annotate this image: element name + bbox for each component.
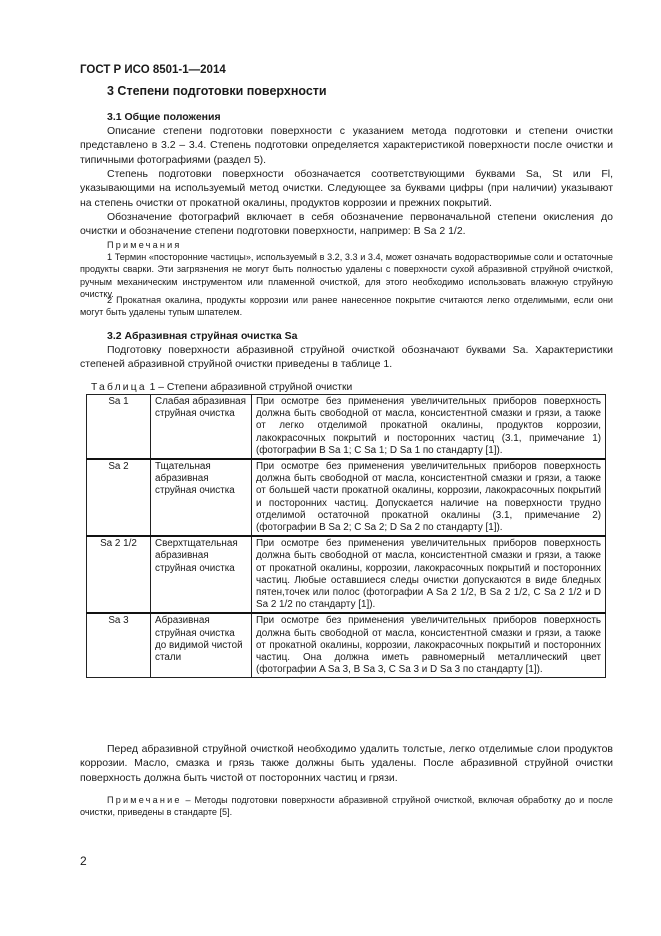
- grade-cell: Sa 2: [87, 459, 151, 536]
- grade-description-cell: При осмотре без применения увеличительных приборов поверхность должна быть свободной от масла, консистентной смазки и грязи, а также от прокатной окалины, коррозии, лакокрасочных покрытий и посторонних частиц. Любые оставшиеся следы очистки допускаются в виде бледных пятен,точек или полос (фотографии A Sa 2 1/2, B Sa 2 1/2, C Sa 2 1/2 и D Sa 2 1/2 по стандарту [1]).: [252, 536, 606, 613]
- grade-name-cell: Сверхтщательная абразивная струйная очистка: [151, 536, 252, 613]
- grade-name-cell: Слабая абразивная струйная очистка: [151, 395, 252, 460]
- section-title: 3 Степени подготовки поверхности: [107, 84, 327, 98]
- final-note-text: – Методы подготовки поверхности абразивной струйной очисткой, включая обработку до и после очистки, приведены в стандарте [5].: [80, 795, 613, 818]
- notes-label: Примечания: [107, 240, 182, 250]
- final-note: [80, 794, 613, 819]
- grade-cell: Sa 2 1/2: [87, 536, 151, 613]
- subsection-3-1-title: 3.1 Общие положения: [107, 111, 221, 123]
- cleaning-grades-table: [86, 394, 606, 678]
- grade-cell: Sa 3: [87, 613, 151, 678]
- grade-description-cell: При осмотре без применения увеличительных приборов поверхность должна быть свободной от масла, консистентной смазки и грязи, а также от легко отделимой прокатной окалины, продуктов коррозии, лакокрасочных покрытий и посторонних частиц (3.1, примечание 1) (фотографии В Sa 1; С Sa 1; D Sa 1 по стандарту [1]).: [252, 395, 606, 460]
- table-caption: [91, 382, 352, 393]
- paragraph-3-1-3: Обозначение фотографий включает в себя обозначение первоначальной степени окисления до очистки и обозначение степени подготовки поверхности, например: В Sa 2 1/2.: [80, 211, 613, 238]
- grade-description-cell: При осмотре без применения увеличительных приборов поверхность должна быть свободной от масла, консистентной смазки и грязи, а также от большей части прокатной окалины, коррозии, лакокрасочных покрытий и посторонних частиц. Допускается наличие на поверхности трудно отделимой остаточной прокатной окалины (3.1, примечание 2) (фотографии В Sa 2; С Sa 2; D Sa 2 по стандарту [1]).: [252, 459, 606, 536]
- paragraph-3-2-1: Подготовку поверхности абразивной струйной очисткой обозначают буквами Sa. Характеристики степеней абразивной струйной очистки приведены в таблице 1.: [80, 344, 613, 371]
- grade-name-cell: Тщательная абразивная струйная очистка: [151, 459, 252, 536]
- note-2: 2 Прокатная окалина, продукты коррозии или ранее нанесенное покрытие считаются легко отделимыми, если они могут быть удалены тупым шпателем.: [80, 295, 613, 318]
- subsection-3-2-title: 3.2 Абразивная струйная очистка Sa: [107, 330, 298, 342]
- table-row: [87, 395, 606, 460]
- final-note-label: Примечание: [107, 795, 182, 805]
- paragraph-3-1-1: Описание степени подготовки поверхности с указанием метода подготовки и степени очистки представлено в 3.2 – 3.4. Степень подготовки определяется характеристикой поверхности после очистки и типичными фотографиями (раздел 5).: [80, 125, 613, 166]
- paragraph-after-table: Перед абразивной струйной очисткой необходимо удалить толстые, легко отделимые слои продуктов коррозии. Масло, смазка и грязь также должны быть удалены. После абразивной струйной очистки поверхность должна быть чистой от посторонних частиц и грязи.: [80, 743, 613, 784]
- table-caption-text: 1 – Степени абразивной струйной очистки: [149, 382, 353, 393]
- page-number: 2: [80, 854, 87, 868]
- grade-description-cell: При осмотре без применения увеличительных приборов поверхность должна быть свободной от масла, консистентной смазки и грязи, а также от прокатной окалины, коррозии, лакокрасочных покрытий и посторонних частиц. Она должна иметь равномерный металлический цвет (фотографии A Sa 3, B Sa 3, C Sa 3 и D Sa 3 по стандарту [1]).: [252, 613, 606, 678]
- table-row: [87, 613, 606, 678]
- table-row: [87, 459, 606, 536]
- document-header: ГОСТ Р ИСО 8501-1—2014: [80, 64, 226, 76]
- table-caption-word: Таблица: [91, 382, 147, 393]
- grade-cell: Sa 1: [87, 395, 151, 460]
- note-1: 1 Термин «посторонние частицы», используемый в 3.2, 3.3 и 3.4, может означать водорастворимые соли и остаточные продукты сварки. Эти загрязнения не могут быть полностью удалены с поверхности сухой абразивной струйной очисткой, ручным механическим инструментом или пламенной очисткой, для этого необходимо использовать влажную струйную очистку.: [80, 252, 613, 300]
- paragraph-3-1-2: Степень подготовки поверхности обозначается соответствующими буквами Sa, St или Fl, указывающими на используемый метод очистки. Следующее за буквами цифры (при наличии) указывают на степень очистки от прокатной окалины, продуктов коррозии и прежних покрытий.: [80, 168, 613, 209]
- table-row: [87, 536, 606, 613]
- grade-name-cell: Абразивная струйная очистка до видимой чистой стали: [151, 613, 252, 678]
